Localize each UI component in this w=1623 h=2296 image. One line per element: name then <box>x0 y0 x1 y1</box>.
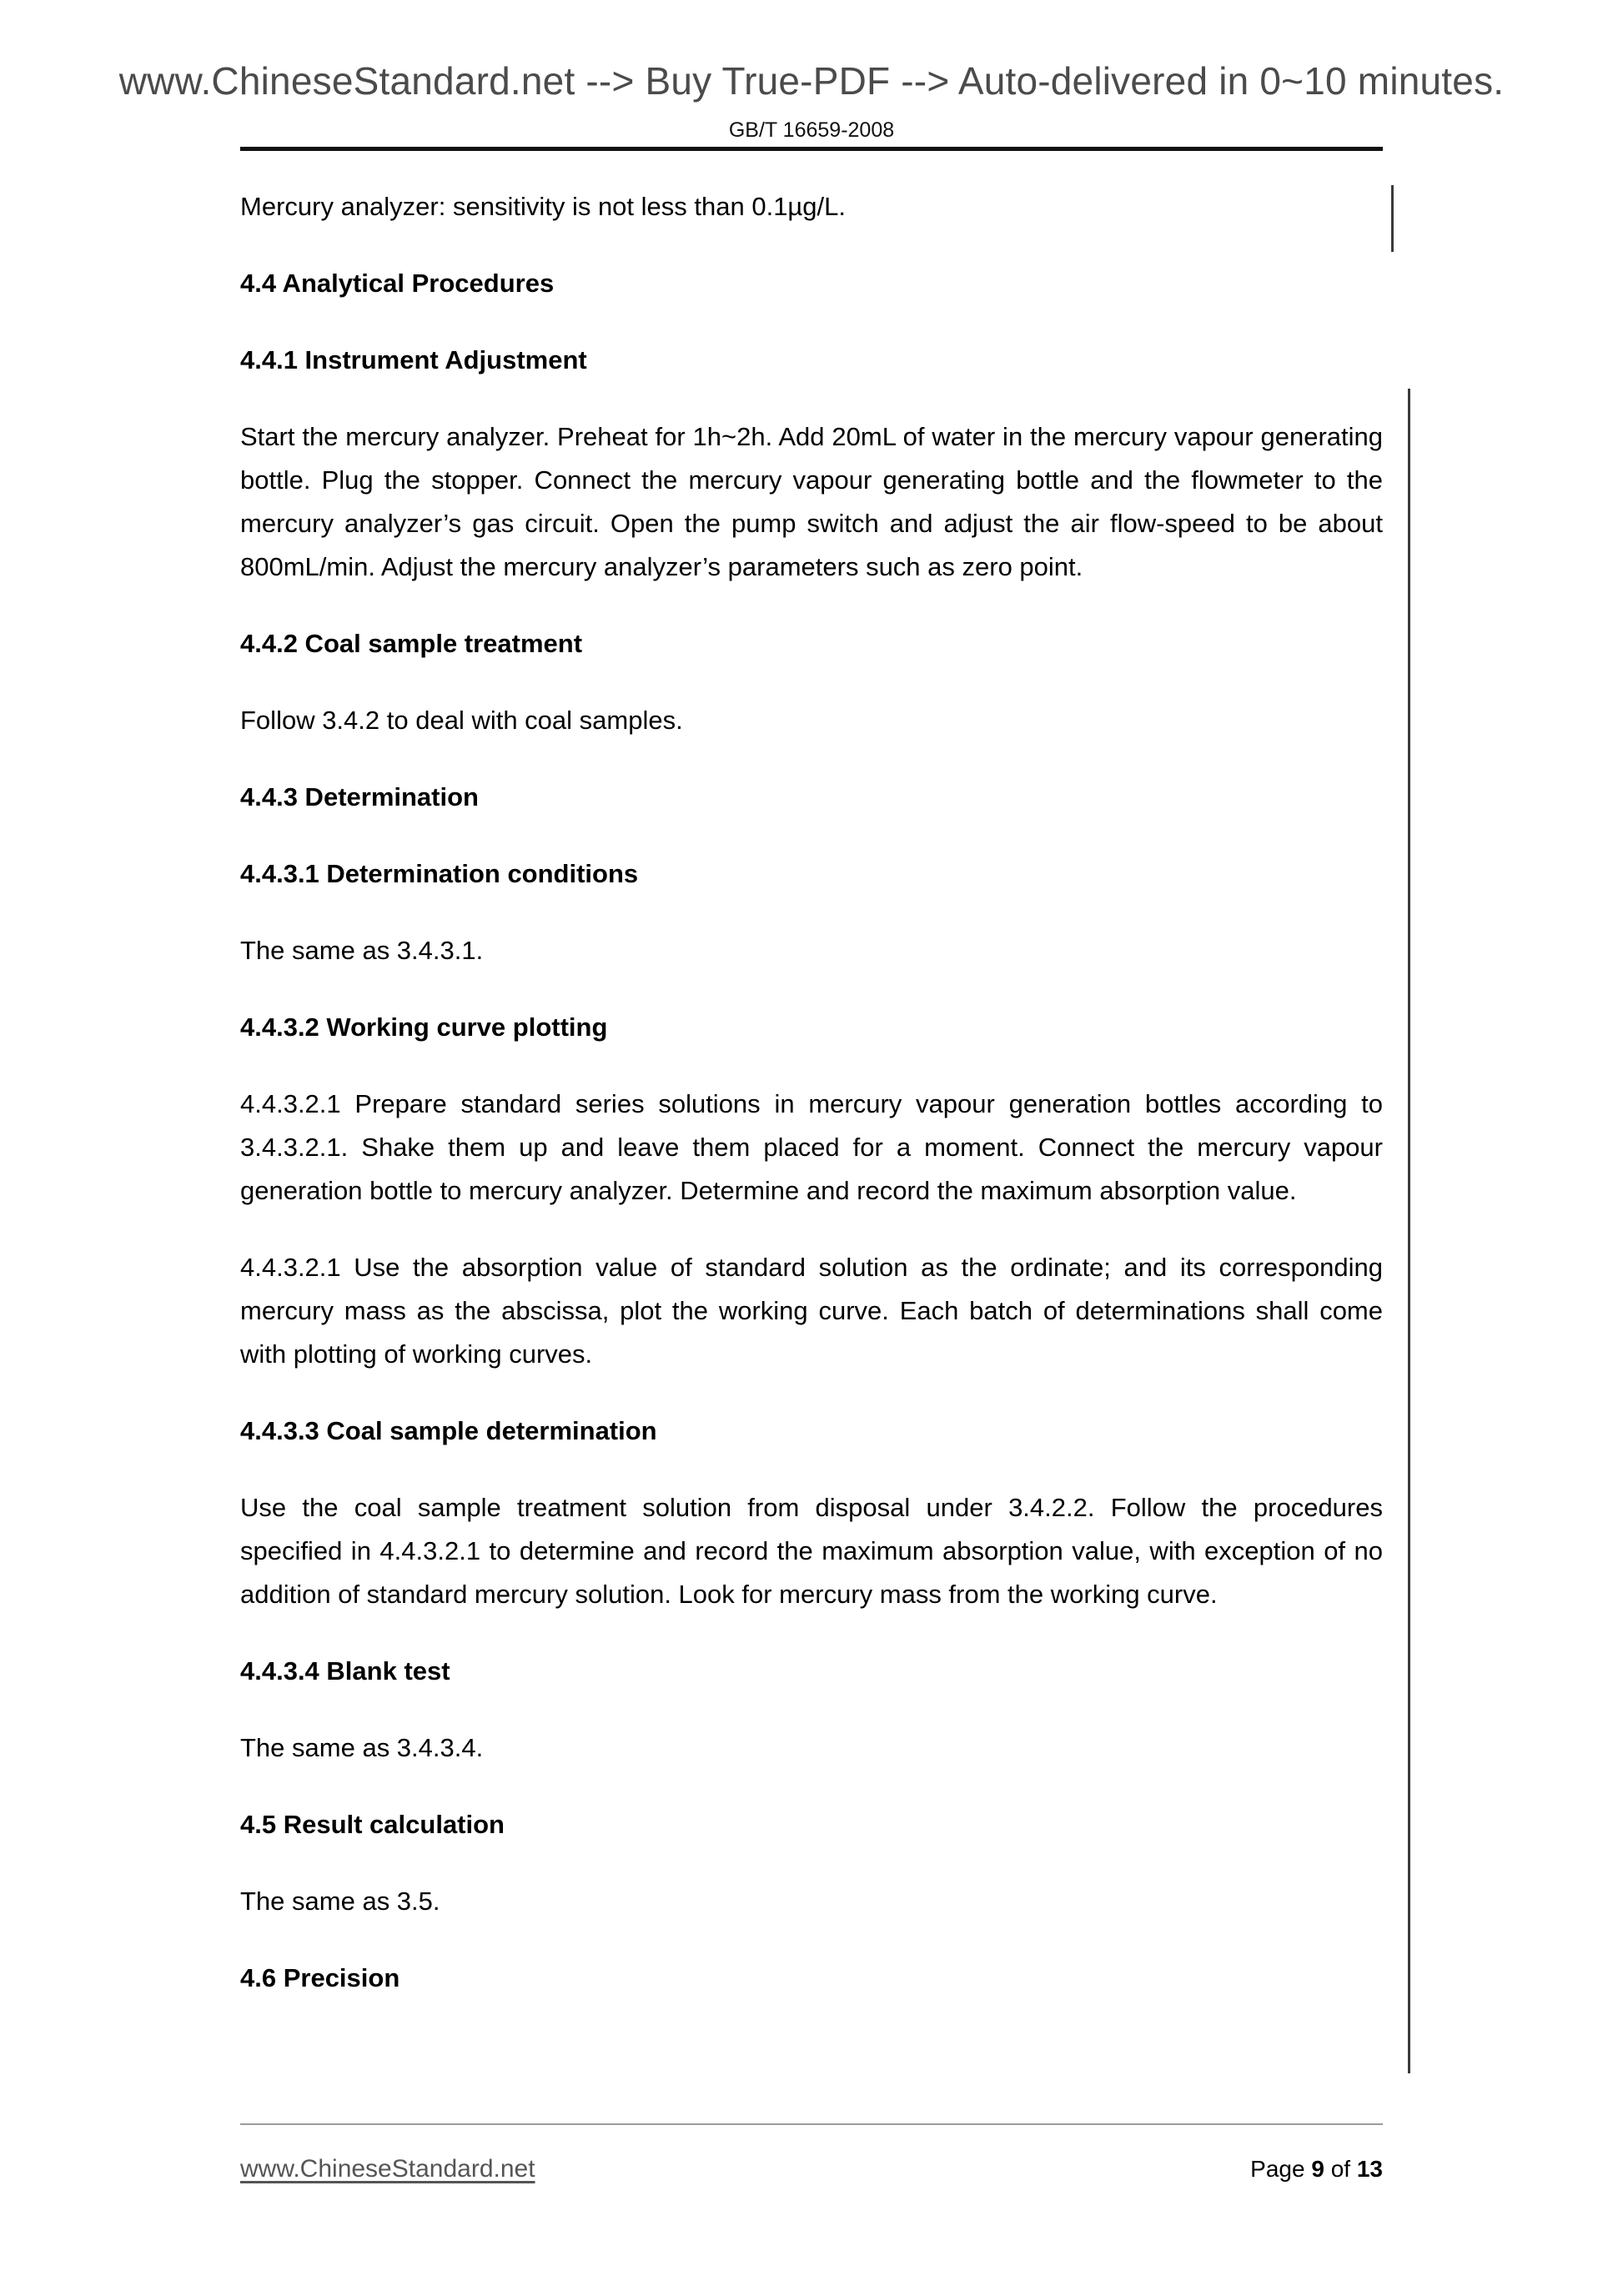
watermark-header: www.ChineseStandard.net --> Buy True-PDF --> Auto-delivered in 0~10 minutes. <box>118 59 1505 103</box>
body-paragraph: Follow 3.4.2 to deal with coal samples. <box>240 706 683 735</box>
body-paragraph: 4.4.3.2.1 Prepare standard series solutions in mercury vapour generation bottles according to 3.4.3.2.1. Shake them up and leave them placed for a moment. Connect the mercury vapour generation bottle to mercury analyzer. Determine and record the maximum absorption value. <box>240 1089 1383 1205</box>
section-heading-4-4-2: 4.4.2 Coal sample treatment <box>240 629 583 658</box>
body-paragraph: Use the coal sample treatment solution from disposal under 3.4.2.2. Follow the procedures specified in 4.4.3.2.1 to determine and record the maximum absorption value, with exception of no addition of standard mercury solution. Look for mercury mass from the working curve. <box>240 1493 1383 1609</box>
header-rule <box>240 147 1383 151</box>
section-heading-4-4-3: 4.4.3 Determination <box>240 782 479 811</box>
section-heading-4-4-1: 4.4.1 Instrument Adjustment <box>240 345 587 374</box>
body-paragraph: 4.4.3.2.1 Use the absorption value of standard solution as the ordinate; and its corresponding mercury mass as the abscissa, plot the working curve. Each batch of determinations shall come with plotting of working curves. <box>240 1253 1383 1369</box>
section-heading-4-4: 4.4 Analytical Procedures <box>240 269 555 298</box>
body-paragraph: Start the mercury analyzer. Preheat for 1h~2h. Add 20mL of water in the mercury vapour generating bottle. Plug the stopper. Connect the mercury vapour generating bottle and the flowmeter to the mercury analyzer’s gas circuit. Open the pump switch and adjust the air flow-speed to be about 800mL/min. Adjust the mercury analyzer’s parameters such as zero point. <box>240 422 1383 581</box>
section-heading-4-4-3-3: 4.4.3.3 Coal sample determination <box>240 1416 657 1445</box>
standard-code-header: GB/T 16659-2008 <box>728 118 895 142</box>
footer-rule <box>240 2123 1383 2125</box>
section-heading-4-4-3-4: 4.4.3.4 Blank test <box>240 1656 450 1686</box>
body-paragraph: The same as 3.5. <box>240 1887 440 1916</box>
page-current-number: 9 <box>1311 2156 1324 2182</box>
section-heading-4-4-3-1: 4.4.3.1 Determination conditions <box>240 859 639 888</box>
section-heading-4-5: 4.5 Result calculation <box>240 1810 505 1839</box>
body-paragraph: The same as 3.4.3.1. <box>240 936 484 965</box>
page-label-middle: of <box>1330 2156 1351 2182</box>
footer-website-link[interactable]: www.ChineseStandard.net <box>240 2155 535 2183</box>
body-paragraph: Mercury analyzer: sensitivity is not less than 0.1µg/L. <box>240 192 847 221</box>
section-heading-4-4-3-2: 4.4.3.2 Working curve plotting <box>240 1012 608 1042</box>
section-heading-4-6: 4.6 Precision <box>240 1963 400 1992</box>
document-body <box>240 185 1383 2033</box>
page-footer <box>240 2155 1383 2183</box>
page-total-number: 13 <box>1356 2156 1383 2182</box>
page-label-prefix: Page <box>1250 2156 1305 2182</box>
change-bar-1 <box>1391 185 1394 252</box>
change-bar-2 <box>1408 389 1410 2073</box>
body-paragraph: The same as 3.4.3.4. <box>240 1733 484 1762</box>
page-number-indicator <box>1250 2156 1383 2183</box>
